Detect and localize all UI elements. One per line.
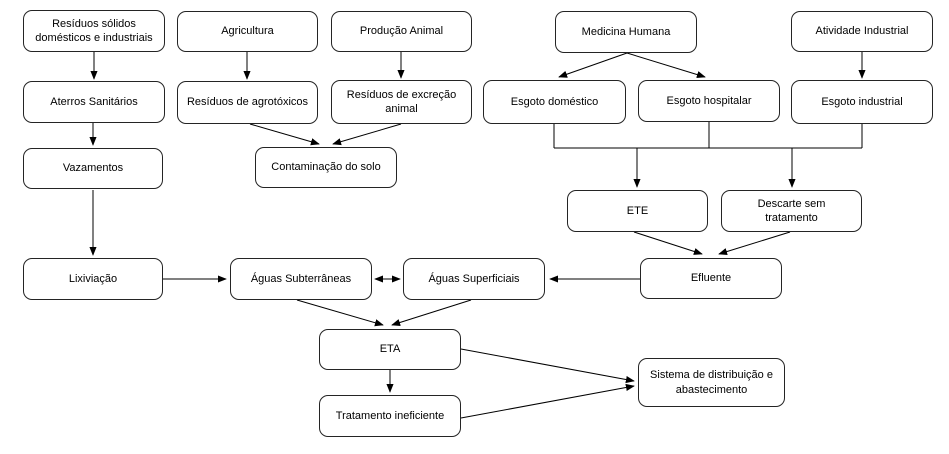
node-eta [319,329,461,370]
arrow-ete-to-efluente [634,232,702,254]
node-label: Sistema de distribuição e abastecimento [650,369,773,396]
node-label: Resíduos de excreção animal [346,88,457,115]
arrow-medicina-humana-to-esgoto-hospitalar [627,53,705,77]
node-producao-animal [331,11,472,52]
node-medicina-humana [555,11,697,53]
node-sistema-distribuicao [638,358,785,407]
node-label: Efluente [690,272,732,285]
node-descarte-sem-tratamento [721,190,862,232]
arrow-residuos-excrecao-to-contaminacao-solo [333,124,401,144]
node-esgoto-domestico [483,80,626,124]
node-residuos-agrotoxicos [177,81,318,124]
node-contaminacao-solo [255,147,397,188]
arrow-eta-to-sistema [461,349,634,381]
node-label: Esgoto industrial [821,95,903,108]
node-agricultura [177,11,318,52]
node-esgoto-hospitalar [638,80,780,122]
node-atividade-industrial [791,11,933,52]
node-label: Tratamento ineficiente [335,409,445,422]
node-label: ETE [626,204,649,217]
node-lixiviacao [23,258,163,300]
node-label: Águas Subterrâneas [250,272,352,285]
node-residuos-solidos [23,10,165,52]
node-vazamentos [23,148,163,189]
node-label: Esgoto hospitalar [666,94,752,107]
node-label: Vazamentos [62,162,124,175]
node-aguas-superficiais [403,258,545,300]
node-label: Águas Superficiais [428,272,520,285]
node-label: Resíduos de agrotóxicos [186,96,309,109]
arrow-aguas-subterraneas-to-eta [297,300,383,325]
node-label: Aterros Sanitários [50,95,138,108]
arrow-residuos-agrotoxicos-to-contaminacao-solo [250,124,319,144]
node-esgoto-industrial [791,80,933,124]
node-label: Produção Animal [359,25,444,38]
node-label: Resíduos sólidos domésticos e industriais [35,17,153,44]
node-label: Esgoto doméstico [510,95,599,108]
node-tratamento-ineficiente [319,395,461,437]
node-aterros-sanitarios [23,81,165,123]
arrow-medicina-humana-to-esgoto-domestico [559,53,627,77]
node-aguas-subterraneas [230,258,372,300]
node-efluente [640,258,782,299]
node-label: Lixiviação [68,272,118,285]
node-label: ETA [379,343,401,356]
node-ete [567,190,708,232]
node-label: Descarte sem tratamento [757,197,826,224]
node-label: Medicina Humana [581,25,671,38]
arrow-aguas-superficiais-to-eta [392,300,471,325]
node-residuos-excrecao [331,80,472,124]
node-label: Agricultura [221,25,274,38]
node-label: Atividade Industrial [815,25,909,38]
arrow-tratamento-ineficiente-to-sistema [461,386,634,418]
node-label: Contaminação do solo [271,161,381,174]
arrow-descarte-to-efluente [719,232,790,254]
